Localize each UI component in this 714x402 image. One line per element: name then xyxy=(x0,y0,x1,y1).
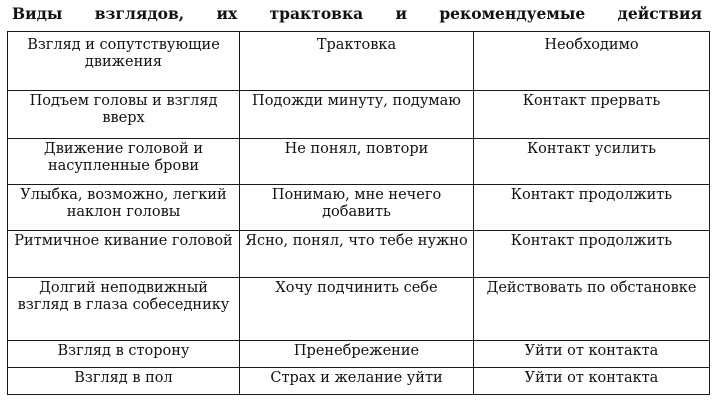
table-cell: Долгий неподвижный взгляд в глаза собеседнику xyxy=(8,278,240,341)
table-cell: Контакт продолжить xyxy=(474,185,710,230)
table-cell: Контакт усилить xyxy=(474,138,710,184)
table-cell: Взгляд в пол xyxy=(8,367,240,394)
table-cell: Движение головой и насупленные брови xyxy=(8,138,240,184)
table-cell: Уйти от контакта xyxy=(474,367,710,394)
table-cell: Ясно, понял, что тебе нужно xyxy=(240,230,474,277)
table-cell: Ритмичное кивание головой xyxy=(8,230,240,277)
gaze-table xyxy=(7,31,710,395)
table-row xyxy=(8,91,710,138)
table-cell: Действовать по обстановке xyxy=(474,278,710,341)
header-cell-gaze: Взгляд и сопутствующие движения xyxy=(8,32,240,91)
table-cell: Уйти от контакта xyxy=(474,340,710,367)
header-row xyxy=(8,32,710,91)
table-cell: Подожди минуту, подумаю xyxy=(240,91,474,138)
table-cell: Пренебрежение xyxy=(240,340,474,367)
table-cell: Страх и желание уйти xyxy=(240,367,474,394)
table-cell: Взгляд в сторону xyxy=(8,340,240,367)
table-cell: Не понял, повтори xyxy=(240,138,474,184)
table-row xyxy=(8,138,710,184)
table-row xyxy=(8,230,710,277)
table-row xyxy=(8,185,710,230)
table-cell: Улыбка, возможно, легкий наклон головы xyxy=(8,185,240,230)
table-row xyxy=(8,278,710,341)
table-cell: Понимаю, мне нечего добавить xyxy=(240,185,474,230)
header-cell-interpretation: Трактовка xyxy=(240,32,474,91)
table-title: Виды взглядов, их трактовка и рекомендуемые действия xyxy=(12,4,702,23)
table-cell: Контакт прервать xyxy=(474,91,710,138)
table-cell: Контакт продолжить xyxy=(474,230,710,277)
header-cell-action: Необходимо xyxy=(474,32,710,91)
table-row xyxy=(8,367,710,394)
table-row xyxy=(8,340,710,367)
table-cell: Хочу подчинить себе xyxy=(240,278,474,341)
table-cell: Подъем головы и взгляд вверх xyxy=(8,91,240,138)
